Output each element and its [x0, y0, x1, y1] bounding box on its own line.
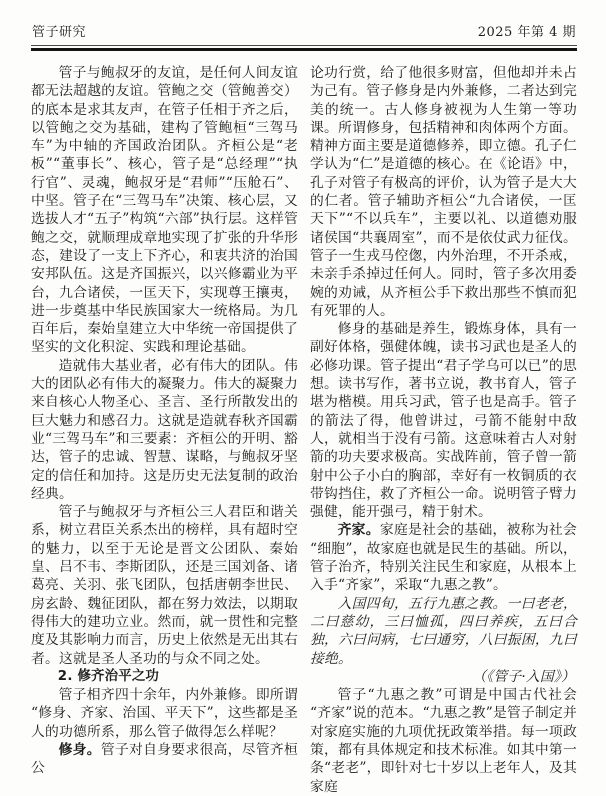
run-in-heading: 修身。: [58, 741, 101, 758]
paragraph: 管子相齐四十余年，内外兼修。即所谓“修身、齐家、治国、平天下”，这些都是圣人的功德所系，那么管子做得怎么样呢？: [31, 687, 298, 740]
column-left: [31, 64, 298, 796]
paragraph: 管子与鲍叔牙的友谊，是任何人间友谊都无法超越的友谊。管鲍之交（管鲍善交）的底本是求其友声，在管子任相于齐之后，以管鲍之交为基础，建构了管鲍桓“三驾马车”为中轴的齐国政治团队。齐桓公是“老板”“董事长”、核心，管子是“总经理”“执行官”、灵魂，鲍叔牙是“君师”“压舱石”、中坚。管子在“三驾马车”决策、核心层，又选拔人才“五子”构筑“六部”执行层。这样管鲍之交，就顺理成章地实现了扩张的升华形态，建设了一支上下齐心，和衷共济的治国安邦队伍。这是齐国振兴，以兴修霸业为平台，九合诸侯，一匡天下，实现尊王攘夷，进一步奠基中华民族国家大一统格局。为几百年后，秦始皇建立大中华统一帝国提供了坚实的文化积淀、实践和理论基础。: [31, 65, 298, 356]
run-in-heading: 齐家。: [337, 522, 380, 539]
paragraph: 修身。管子对自身要求很高，尽管齐桓公: [31, 741, 298, 777]
column-right: [310, 64, 577, 796]
paragraph: 齐家。家庭是社会的基础，被称为社会“细胞”，故家庭也就是民生的基础。所以，管子治齐，特别关注民生和家庭，从根本上入手“齐家”，采取“九惠之教”。: [310, 522, 577, 594]
paragraph: 管子与鲍叔牙与齐桓公三人君臣和谐关系，树立君臣关系杰出的榜样，具有超时空的魅力，以至于无论是晋文公团队、秦始皇、吕不韦、李斯团队，还是三国刘备、诸葛亮、关羽、张飞团队，包括唐朝李世民、房玄龄、魏征团队，都在努力效法，以期取得伟大的建功立业。然而，就一贯性和完整度及其影响力而言，历史上依然是无出其右者。这就是圣人圣功的与众不同之处。: [31, 504, 298, 667]
issue-label: 2025 年第 4 期: [477, 25, 576, 40]
paragraph: 修身的基础是养生，锻炼身体，具有一副好体格，强健体魄，读书习武也是圣人的必修功课。管子提出“君子学乌可以已”的思想。读书写作，著书立说，教书育人，管子堪为楷模。用兵习武，管子也是高手。管子的箭法了得，他曾讲过，弓箭不能射中敌人，就相当于没有弓箭。这意味着古人对射箭的功夫要求极高。实战阵前，管子曾一箭射中公子小白的胸部，幸好有一枚铜质的衣带钩挡住，救了齐桓公一命。说明管子臂力强健，能开强弓，精于射术。: [310, 321, 577, 521]
paragraph-continuation: 论功行赏，给了他很多财富，但他却并未占为己有。管子修身是内外兼修，二者达到完美的统一。古人修身被视为人生第一等功课。所谓修身，包括精神和肉体两个方面。精神方面主要是道德修养，即立德。孔子仁学认为“仁”是道德的核心。在《论语》中，孔子对管子有极高的评价，认为管子是大大的仁者。管子辅助齐桓公“九合诸侯，一匡天下”“不以兵车”，主要以礼、以道德劝服诸侯国“共襄周室”，而不是依仗武力征伐。管子一生戎马倥偬，内外治理，不开杀戒，未亲手杀掉过任何人。同时，管子多次用委婉的劝诫，从齐桓公手下救出那些不慎而犯有死罪的人。: [310, 65, 577, 319]
quote-attribution: （《管子·入国》）: [472, 668, 575, 685]
paragraph: 管子“九惠之教”可谓是中国古代社会“齐家”说的范本。“九惠之教”是管子制定并对家庭实施的九项优抚政策举措。每一项政策，都有具体规定和技术标准。如其中第一条“老老”，即针对七十岁以上老年人，及其家庭: [310, 687, 577, 795]
block-quote: 入国四旬，五行九惠之教。一曰老老，二曰慈幼，三曰恤孤，四曰养疾，五曰合独，六曰问病，七曰通穷，八曰振困，九曰接绝。: [310, 595, 577, 667]
paragraph: 造就伟大基业者，必有伟大的团队。伟大的团队必有伟大的凝聚力。伟大的凝聚力来自核心人物圣心、圣言、圣行所散发出的巨大魅力和感召力。这就是造就春秋齐国霸业“三驾马车”和三要素：齐桓公的开明、豁达，管子的忠诚、智慧、谋略，与鲍叔牙坚定的信任和加持。这是历史无法复制的政治经典。: [31, 357, 298, 502]
section-heading: 2. 修齐治平之功: [57, 668, 160, 684]
page-body: [31, 64, 577, 796]
journal-title: 管子研究: [32, 25, 87, 40]
running-head: [31, 21, 577, 46]
header-rule: [31, 48, 577, 51]
